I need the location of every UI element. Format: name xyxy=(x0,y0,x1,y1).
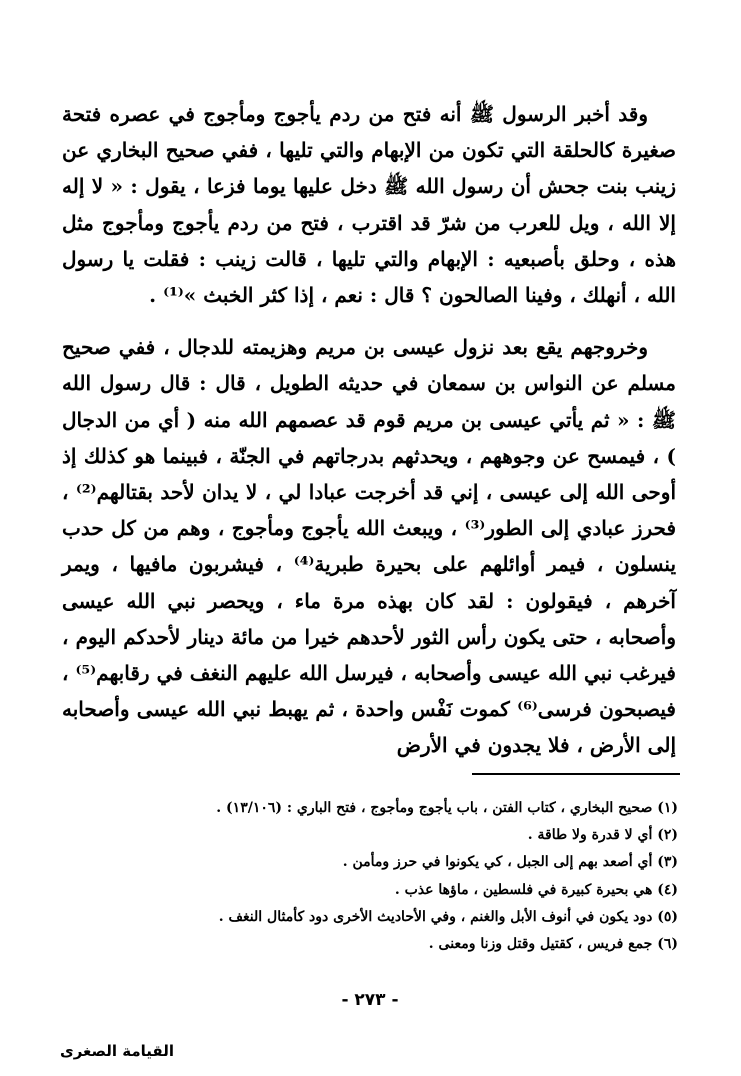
footnote-divider xyxy=(472,773,680,775)
footnote-1: (١) صحيح البخاري ، كتاب الفتن ، باب يأجوج ومأجوج ، فتح الباري : (١٣/١٠٦) . xyxy=(216,800,678,816)
paragraph-2: وخروجهم يقع بعد نزول عيسى بن مريم وهزيمته للدجال ، ففي صحيح مسلم عن النواس بن سمعان في حديثه الطويل ، قال : قال رسول الله ﷺ : « ثم يأتي عيسى بن مريم قوم قد عصمهم الله منه ( أي من الدجال ) ، فيمسح عن وجوههم ، ويحدثهم بدرجاتهم في الجنّة ، فبينما هو كذلك إذ أوحى الله إلى عيسى ، إني قد أخرجت عبادا لي ، لا يدان لأحد بقتالهم⁽²⁾ ، فحرز عبادي إلى الطور⁽³⁾ ، ويبعث الله يأجوج ومأجوج ، وهم من كل حدب ينسلون ، فيمر أوائلهم على بحيرة طبرية⁽⁴⁾ ، فيشربون مافيها ، ويمر آخرهم ، فيقولون : لقد كان بهذه مرة ماء ، ويحصر نبي الله عيسى وأصحابه ، حتى يكون رأس الثور لأحدهم خيرا من مائة دينار لأحدكم اليوم ، فيرغب نبي الله عيسى وأصحابه ، فيرسل الله عليهم النغف في رقابهم⁽⁵⁾ ، فيصبحون فرسى⁽⁶⁾ كموت نَفْس واحدة ، ثم يهبط نبي الله عيسى وأصحابه إلى الأرض ، فلا يجدون في الأرض xyxy=(62,335,677,758)
page-number: - ٢٧٣ - xyxy=(341,990,399,1010)
running-footer-title: القيامة الصغرى xyxy=(59,1042,174,1060)
main-text xyxy=(62,96,676,764)
footnotes xyxy=(150,795,678,958)
footnote-6: (٦) جمع فريس ، كقتيل وقتل وزنا ومعنى . xyxy=(428,935,678,952)
footnote-3: (٣) أي أصعد بهم إلى الجبل ، كي يكونوا في حرز ومأمن . xyxy=(342,854,678,871)
footnote-2: (٢) أي لا قدرة ولا طاقة . xyxy=(527,827,678,844)
paragraph-1: وقد أخبر الرسول ﷺ أنه فتح من ردم يأجوج ومأجوج في عصره فتحة صغيرة كالحلقة التي تكون من الإبهام والتي تليها ، ففي صحيح البخاري عن زينب بنت جحش أن رسول الله ﷺ دخل عليها يوما فزعا ، يقول : « لا إله إلا الله ، ويل للعرب من شرّ قد اقترب ، فتح من ردم يأجوج ومأجوج مثل هذه ، وحلق بأصبعيه : الإبهام والتي تليها ، قالت زينب : فقلت يا رسول الله ، أنهلك ، وفينا الصالحون ؟ قال : نعم ، إذا كثر الخبث »⁽¹⁾ . xyxy=(62,102,676,308)
footnote-5: (٥) دود يكون في أنوف الأبل والغنم ، وفي الأحاديث الأخرى دود كأمثال النغف . xyxy=(218,908,678,925)
footnote-4: (٤) هي بحيرة كبيرة في فلسطين ، ماؤها عذب . xyxy=(394,881,678,898)
